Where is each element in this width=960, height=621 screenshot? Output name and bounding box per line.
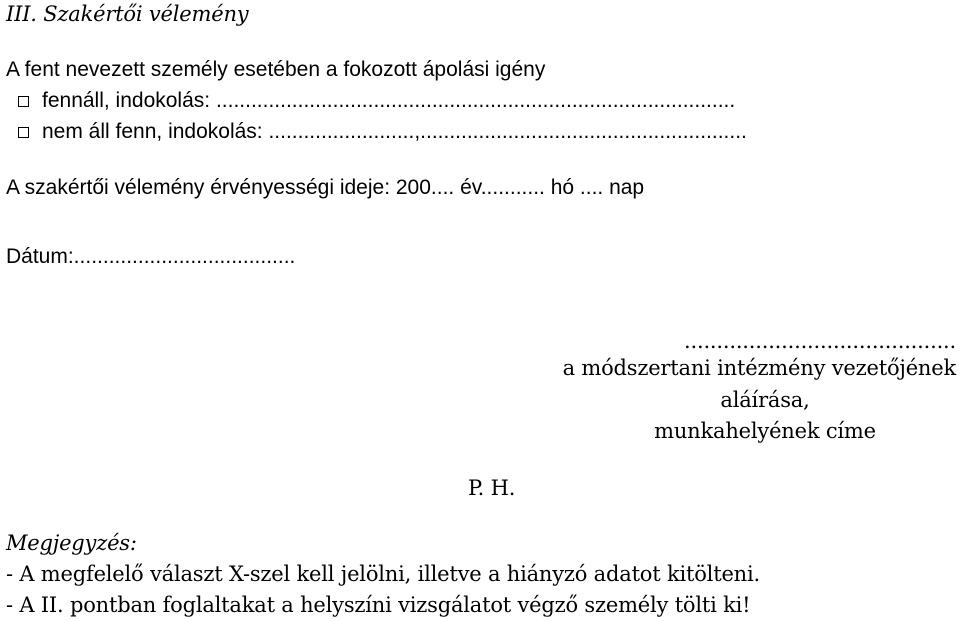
ph-stamp-label: P. H. [468,476,516,500]
checkbox-icon[interactable] [18,96,29,107]
signature-line-2: aláírása, [720,388,810,412]
validity-text: A szakértői vélemény érvényességi ideje: 200.... év........... hó .... nap [6,176,645,199]
checkbox-icon[interactable] [18,127,29,138]
note-item-2: - A II. pontban foglaltakat a helyszíni vizsgálatot végző személy tölti ki! [6,593,751,617]
section-title: III. Szakértői vélemény [6,2,249,26]
option-label: nem áll fenn, indokolás: .........................,........................................................ [42,120,747,143]
option-nem-all-fenn [18,121,747,142]
signature-dots: .......................................... [684,329,956,353]
option-label: fennáll, indokolás: ......................................................................................... [42,89,736,112]
intro-text: A fent nevezett személy esetében a fokozott ápolási igény [6,58,546,81]
option-fennall [18,90,735,111]
date-field: Dátum:...................................... [6,245,296,268]
signature-line-3: munkahelyének címe [654,419,876,443]
notes-title: Megjegyzés: [6,531,137,555]
signature-line-1: a módszertani intézmény vezetőjének [562,356,956,380]
note-item-1: - A megfelelő választ X-szel kell jelölni, illetve a hiányzó adatot kitölteni. [6,562,760,586]
